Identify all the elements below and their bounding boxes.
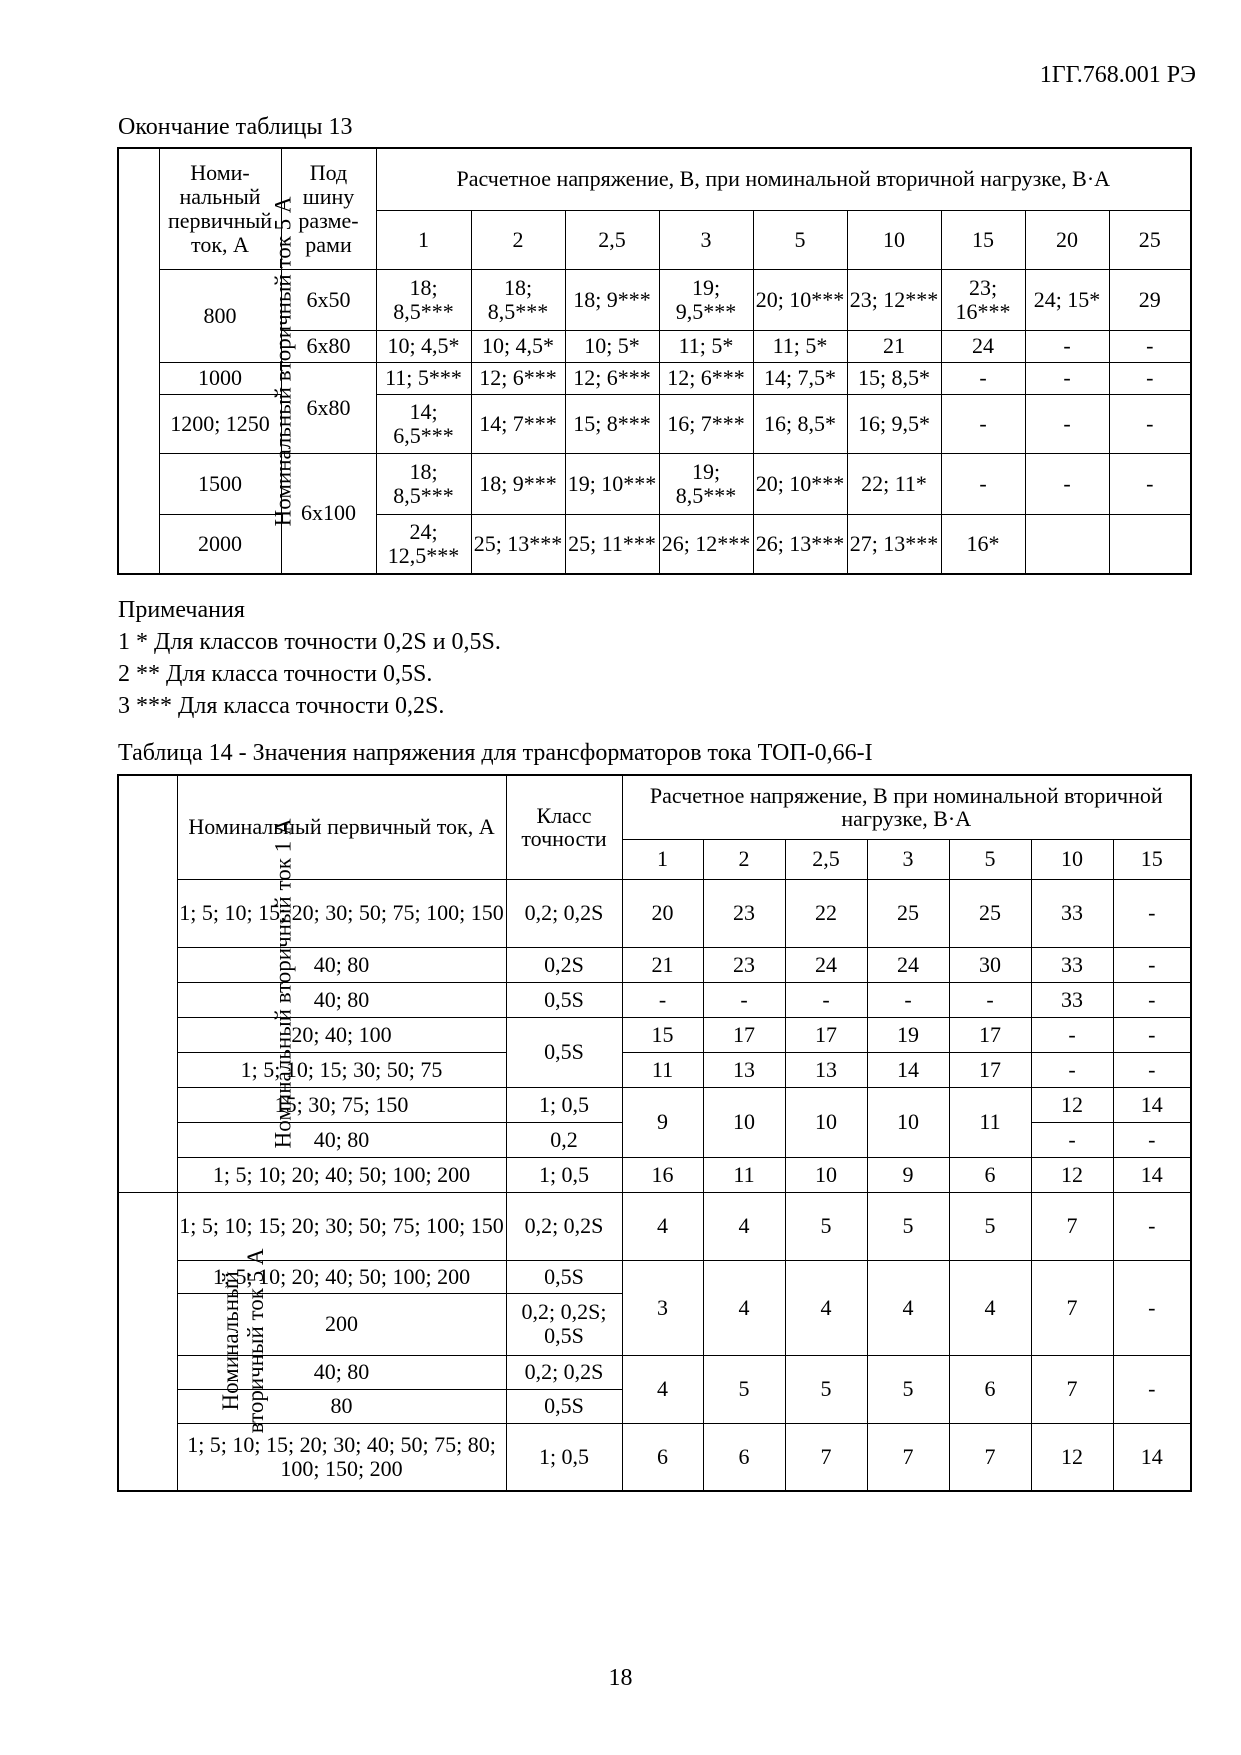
value-cell: 4 [785, 1260, 867, 1355]
value-cell: 20; 10*** [753, 453, 847, 514]
value-cell: 24 [785, 947, 867, 982]
table14-side-label-5a: Номинальный вторичный ток 5 А [118, 1192, 177, 1491]
value-cell: - [941, 394, 1025, 453]
value-cell: - [1109, 330, 1191, 362]
value-cell: 4 [622, 1192, 703, 1260]
value-cell: - [941, 453, 1025, 514]
value-cell: - [1109, 394, 1191, 453]
current-cell: 1; 5; 10; 20; 40; 50; 100; 200 [177, 1157, 506, 1192]
load-header: 10 [1031, 839, 1113, 879]
table13-side-label: Номинальный вторичный ток 5 А [118, 148, 159, 574]
value-cell: 4 [867, 1260, 949, 1355]
value-cell: 12 [1031, 1087, 1113, 1122]
value-cell: - [941, 362, 1025, 394]
class-cell: 0,2; 0,2S [506, 879, 622, 947]
current-cell: 1; 5; 10; 15; 30; 50; 75 [177, 1052, 506, 1087]
class-cell: 1; 0,5 [506, 1423, 622, 1491]
value-cell: 16; 8,5* [753, 394, 847, 453]
bus-cell: 6х80 [281, 330, 376, 362]
value-cell: 15; 8,5* [847, 362, 941, 394]
value-cell: 24 [941, 330, 1025, 362]
table-row [118, 1423, 1191, 1491]
value-cell: - [1031, 1052, 1113, 1087]
page-number: 18 [608, 1665, 633, 1691]
current-cell: 1200; 1250 [159, 394, 281, 453]
value-cell: - [1113, 1355, 1191, 1423]
value-cell: 23; 12*** [847, 269, 941, 330]
value-cell: - [1113, 1260, 1191, 1355]
value-cell: 19; 8,5*** [659, 453, 753, 514]
note-item: 3 *** Для класса точности 0,2S. [118, 693, 445, 719]
value-cell: 19; 10*** [565, 453, 659, 514]
value-cell: 22; 11* [847, 453, 941, 514]
value-cell: 20; 10*** [753, 269, 847, 330]
load-header: 15 [1113, 839, 1191, 879]
load-header: 2 [471, 210, 565, 269]
class-cell: 0,5S [506, 1260, 622, 1293]
value-cell: 11 [949, 1087, 1031, 1157]
table13-header-bus: Под шину разме- рами [281, 148, 376, 269]
value-cell: 18; 8,5*** [376, 453, 471, 514]
value-cell: - [1109, 362, 1191, 394]
value-cell: 18; 9*** [565, 269, 659, 330]
class-cell: 0,2S [506, 947, 622, 982]
notes [118, 594, 501, 722]
value-cell: 10 [785, 1087, 867, 1157]
value-cell: 7 [1031, 1355, 1113, 1423]
value-cell: 11; 5* [659, 330, 753, 362]
table14-side-label-1a: Номинальный вторичный ток 1 А [118, 775, 177, 1192]
value-cell: 11 [622, 1052, 703, 1087]
table14-header-current: Номинальный первичный ток, А [177, 775, 506, 879]
value-cell: 16; 9,5* [847, 394, 941, 453]
value-cell: 20 [622, 879, 703, 947]
value-cell: 25; 11*** [565, 514, 659, 574]
value-cell: 5 [867, 1192, 949, 1260]
load-header: 25 [1109, 210, 1191, 269]
bus-cell: 6х80 [281, 362, 376, 453]
value-cell: - [1113, 1122, 1191, 1157]
value-cell: 5 [949, 1192, 1031, 1260]
document-code: 1ГГ.768.001 РЭ [1039, 62, 1196, 88]
value-cell: 17 [703, 1017, 785, 1052]
table-row [118, 1355, 1191, 1389]
class-cell: 1; 0,5 [506, 1087, 622, 1122]
current-cell: 200 [177, 1293, 506, 1355]
value-cell: 9 [622, 1087, 703, 1157]
value-cell: 33 [1031, 879, 1113, 947]
table-row [118, 1157, 1191, 1192]
value-cell: 19; 9,5*** [659, 269, 753, 330]
value-cell: 19 [867, 1017, 949, 1052]
value-cell: 6 [622, 1423, 703, 1491]
value-cell: 5 [703, 1355, 785, 1423]
value-cell: - [867, 982, 949, 1017]
current-cell: 15; 30; 75; 150 [177, 1087, 506, 1122]
value-cell: 4 [949, 1260, 1031, 1355]
load-header: 1 [622, 839, 703, 879]
notes-title: Примечания [118, 597, 245, 623]
value-cell: 33 [1031, 947, 1113, 982]
table-row [118, 1192, 1191, 1260]
class-cell: 0,5S [506, 982, 622, 1017]
value-cell [1025, 514, 1109, 574]
value-cell: - [785, 982, 867, 1017]
value-cell: 4 [703, 1192, 785, 1260]
class-cell: 0,2; 0,2S; 0,5S [506, 1293, 622, 1355]
load-header: 2,5 [565, 210, 659, 269]
value-cell: - [1113, 1052, 1191, 1087]
load-header: 2,5 [785, 839, 867, 879]
class-cell: 0,2 [506, 1122, 622, 1157]
value-cell: - [1113, 1017, 1191, 1052]
value-cell: - [1113, 982, 1191, 1017]
value-cell: 23; 16*** [941, 269, 1025, 330]
value-cell: 23 [703, 879, 785, 947]
value-cell: 13 [785, 1052, 867, 1087]
value-cell: 12; 6*** [565, 362, 659, 394]
value-cell: 11; 5* [753, 330, 847, 362]
value-cell: - [1113, 947, 1191, 982]
current-cell: 800 [159, 269, 281, 362]
value-cell: - [1113, 1192, 1191, 1260]
value-cell: 18; 9*** [471, 453, 565, 514]
value-cell: - [622, 982, 703, 1017]
value-cell: 10; 4,5* [376, 330, 471, 362]
value-cell: 7 [949, 1423, 1031, 1491]
value-cell: 16 [622, 1157, 703, 1192]
value-cell: 26; 12*** [659, 514, 753, 574]
load-header: 20 [1025, 210, 1109, 269]
current-cell: 1000 [159, 362, 281, 394]
value-cell: 10 [785, 1157, 867, 1192]
value-cell: 24; 12,5*** [376, 514, 471, 574]
value-cell: 25; 13*** [471, 514, 565, 574]
value-cell: 9 [867, 1157, 949, 1192]
current-cell: 40; 80 [177, 1355, 506, 1389]
value-cell: 27; 13*** [847, 514, 941, 574]
value-cell: 15; 8*** [565, 394, 659, 453]
value-cell: 24 [867, 947, 949, 982]
value-cell: 25 [867, 879, 949, 947]
load-header: 2 [703, 839, 785, 879]
value-cell: 12; 6*** [471, 362, 565, 394]
current-cell: 80 [177, 1389, 506, 1423]
value-cell: - [703, 982, 785, 1017]
value-cell: 18; 8,5*** [376, 269, 471, 330]
value-cell: 7 [785, 1423, 867, 1491]
value-cell: 10; 5* [565, 330, 659, 362]
value-cell: 17 [949, 1052, 1031, 1087]
value-cell: 4 [622, 1355, 703, 1423]
value-cell: - [1025, 453, 1109, 514]
current-cell: 1; 5; 10; 15; 20; 30; 50; 75; 100; 150 [177, 1192, 506, 1260]
value-cell: 11; 5*** [376, 362, 471, 394]
value-cell: 16; 7*** [659, 394, 753, 453]
value-cell: 5 [867, 1355, 949, 1423]
value-cell: 33 [1031, 982, 1113, 1017]
current-cell: 20; 40; 100 [177, 1017, 506, 1052]
note-item: 1 * Для классов точности 0,2S и 0,5S. [118, 629, 501, 655]
value-cell: 16* [941, 514, 1025, 574]
value-cell: 7 [1031, 1192, 1113, 1260]
table-13 [117, 147, 1192, 575]
value-cell: 30 [949, 947, 1031, 982]
value-cell: 18; 8,5*** [471, 269, 565, 330]
bus-cell: 6х50 [281, 269, 376, 330]
load-header: 1 [376, 210, 471, 269]
value-cell: 26; 13*** [753, 514, 847, 574]
value-cell [1109, 514, 1191, 574]
value-cell: 10 [703, 1087, 785, 1157]
value-cell: 14; 6,5*** [376, 394, 471, 453]
value-cell: 10; 4,5* [471, 330, 565, 362]
value-cell: 14 [1113, 1087, 1191, 1122]
table13-caption: Окончание таблицы 13 [118, 114, 353, 140]
current-cell: 1; 5; 10; 15; 20; 30; 50; 75; 100; 150 [177, 879, 506, 947]
value-cell: 12 [1031, 1423, 1113, 1491]
value-cell: - [1109, 453, 1191, 514]
table14-header-class: Класс точности [506, 775, 622, 879]
bus-cell: 6х100 [281, 453, 376, 574]
value-cell: 7 [867, 1423, 949, 1491]
value-cell: 6 [703, 1423, 785, 1491]
value-cell: 14 [1113, 1157, 1191, 1192]
value-cell: 21 [847, 330, 941, 362]
value-cell: 17 [949, 1017, 1031, 1052]
table-14 [117, 774, 1192, 1492]
value-cell: - [1031, 1122, 1113, 1157]
value-cell: - [1025, 362, 1109, 394]
table-row [118, 1260, 1191, 1293]
value-cell: 14; 7*** [471, 394, 565, 453]
current-cell: 40; 80 [177, 982, 506, 1017]
value-cell: 25 [949, 879, 1031, 947]
value-cell: 21 [622, 947, 703, 982]
class-cell: 0,5S [506, 1389, 622, 1423]
value-cell: - [1025, 330, 1109, 362]
value-cell: 12; 6*** [659, 362, 753, 394]
value-cell: 12 [1031, 1157, 1113, 1192]
load-header: 15 [941, 210, 1025, 269]
load-header: 5 [949, 839, 1031, 879]
value-cell: 29 [1109, 269, 1191, 330]
current-cell: 1; 5; 10; 15; 20; 30; 40; 50; 75; 80; 100; 150; 200 [177, 1423, 506, 1491]
value-cell: - [1025, 394, 1109, 453]
load-header: 10 [847, 210, 941, 269]
value-cell: 22 [785, 879, 867, 947]
current-cell: 40; 80 [177, 1122, 506, 1157]
value-cell: - [949, 982, 1031, 1017]
value-cell: 14 [867, 1052, 949, 1087]
load-header: 5 [753, 210, 847, 269]
current-cell: 1; 5; 10; 20; 40; 50; 100; 200 [177, 1260, 506, 1293]
value-cell: 5 [785, 1192, 867, 1260]
class-cell: 0,5S [506, 1017, 622, 1087]
value-cell: 17 [785, 1017, 867, 1052]
load-header: 3 [867, 839, 949, 879]
value-cell: 11 [703, 1157, 785, 1192]
table13-header-voltage: Расчетное напряжение, В, при номинальной вторичной нагрузке, В·А [376, 148, 1191, 210]
value-cell: 3 [622, 1260, 703, 1355]
table13-header-current: Номи- нальный первичный ток, А [159, 148, 281, 269]
value-cell: 6 [949, 1355, 1031, 1423]
value-cell: 7 [1031, 1260, 1113, 1355]
class-cell: 1; 0,5 [506, 1157, 622, 1192]
value-cell: 24; 15* [1025, 269, 1109, 330]
value-cell: 15 [622, 1017, 703, 1052]
value-cell: - [1031, 1017, 1113, 1052]
class-cell: 0,2; 0,2S [506, 1192, 622, 1260]
value-cell: 14 [1113, 1423, 1191, 1491]
value-cell: - [1113, 879, 1191, 947]
current-cell: 1500 [159, 453, 281, 514]
note-item: 2 ** Для класса точности 0,5S. [118, 661, 433, 687]
value-cell: 10 [867, 1087, 949, 1157]
current-cell: 40; 80 [177, 947, 506, 982]
class-cell: 0,2; 0,2S [506, 1355, 622, 1389]
table14-caption: Таблица 14 - Значения напряжения для трансформаторов тока ТОП-0,66-I [118, 740, 873, 766]
value-cell: 14; 7,5* [753, 362, 847, 394]
value-cell: 23 [703, 947, 785, 982]
table14-header-voltage: Расчетное напряжение, В при номинальной вторичной нагрузке, В·А [622, 775, 1191, 839]
value-cell: 6 [949, 1157, 1031, 1192]
value-cell: 5 [785, 1355, 867, 1423]
value-cell: 4 [703, 1260, 785, 1355]
value-cell: 13 [703, 1052, 785, 1087]
load-header: 3 [659, 210, 753, 269]
current-cell: 2000 [159, 514, 281, 574]
